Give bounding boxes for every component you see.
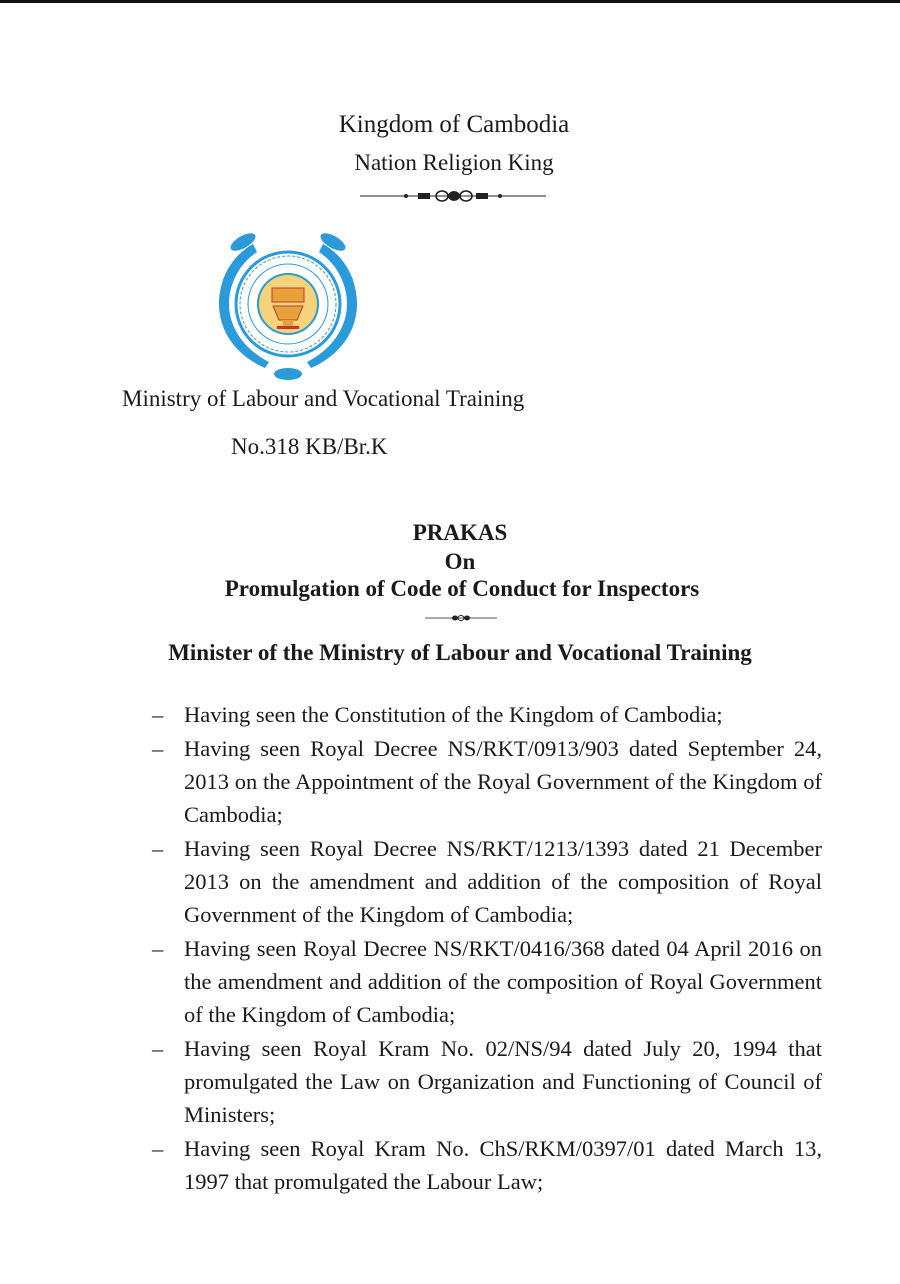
kingdom-heading: Kingdom of Cambodia <box>338 111 570 138</box>
small-ornament-icon <box>425 613 497 623</box>
prakas-number: No.318 KB/Br.K <box>231 434 388 459</box>
ornament-divider-icon <box>360 188 546 204</box>
clause-text: Having seen Royal Decree NS/RKT/1213/1393 dated 21 December 2013 on the amendment and addition of the composition of Royal Government of the Kingdom of Cambodia; <box>184 836 822 927</box>
clause-item <box>150 1032 822 1131</box>
title-subject: Promulgation of Code of Conduct for Inspectors <box>224 576 700 601</box>
clause-item <box>150 832 822 931</box>
clause-dash: – <box>152 836 164 861</box>
clause-dash: – <box>152 702 164 727</box>
clause-item <box>150 732 822 831</box>
clause-dash: – <box>152 936 164 961</box>
clause-dash: – <box>152 1036 164 1061</box>
ministry-name: Ministry of Labour and Vocational Training <box>122 386 525 411</box>
clause-item <box>150 932 822 1031</box>
clause-text: Having seen Royal Decree NS/RKT/0416/368 dated 04 April 2016 on the amendment and addition of the composition of Royal Government of the Kingdom of Cambodia; <box>184 936 822 1027</box>
clause-text: Having seen Royal Kram No. 02/NS/94 dated July 20, 1994 that promulgated the Law on Organization and Functioning of Council of Ministers; <box>184 1036 822 1127</box>
top-edge-line <box>0 0 900 3</box>
clause-text: Having seen Royal Decree NS/RKT/0913/903 dated September 24, 2013 on the Appointment of the Royal Government of the Kingdom of Cambodia; <box>184 736 822 827</box>
title-on: On <box>444 549 476 574</box>
clause-text: Having seen the Constitution of the Kingdom of Cambodia; <box>184 702 723 727</box>
clause-item <box>150 1132 822 1198</box>
clause-dash: – <box>152 736 164 761</box>
title-prakas: PRAKAS <box>412 520 508 545</box>
national-motto: Nation Religion King <box>354 150 554 175</box>
clause-item <box>150 698 822 731</box>
ministry-seal-icon <box>213 228 363 380</box>
preamble-clauses <box>150 698 822 1199</box>
clause-dash: – <box>152 1136 164 1161</box>
issuing-authority: Minister of the Ministry of Labour and Vocational Training <box>168 640 752 665</box>
clause-text: Having seen Royal Kram No. ChS/RKM/0397/01 dated March 13, 1997 that promulgated the Labour Law; <box>184 1136 822 1194</box>
